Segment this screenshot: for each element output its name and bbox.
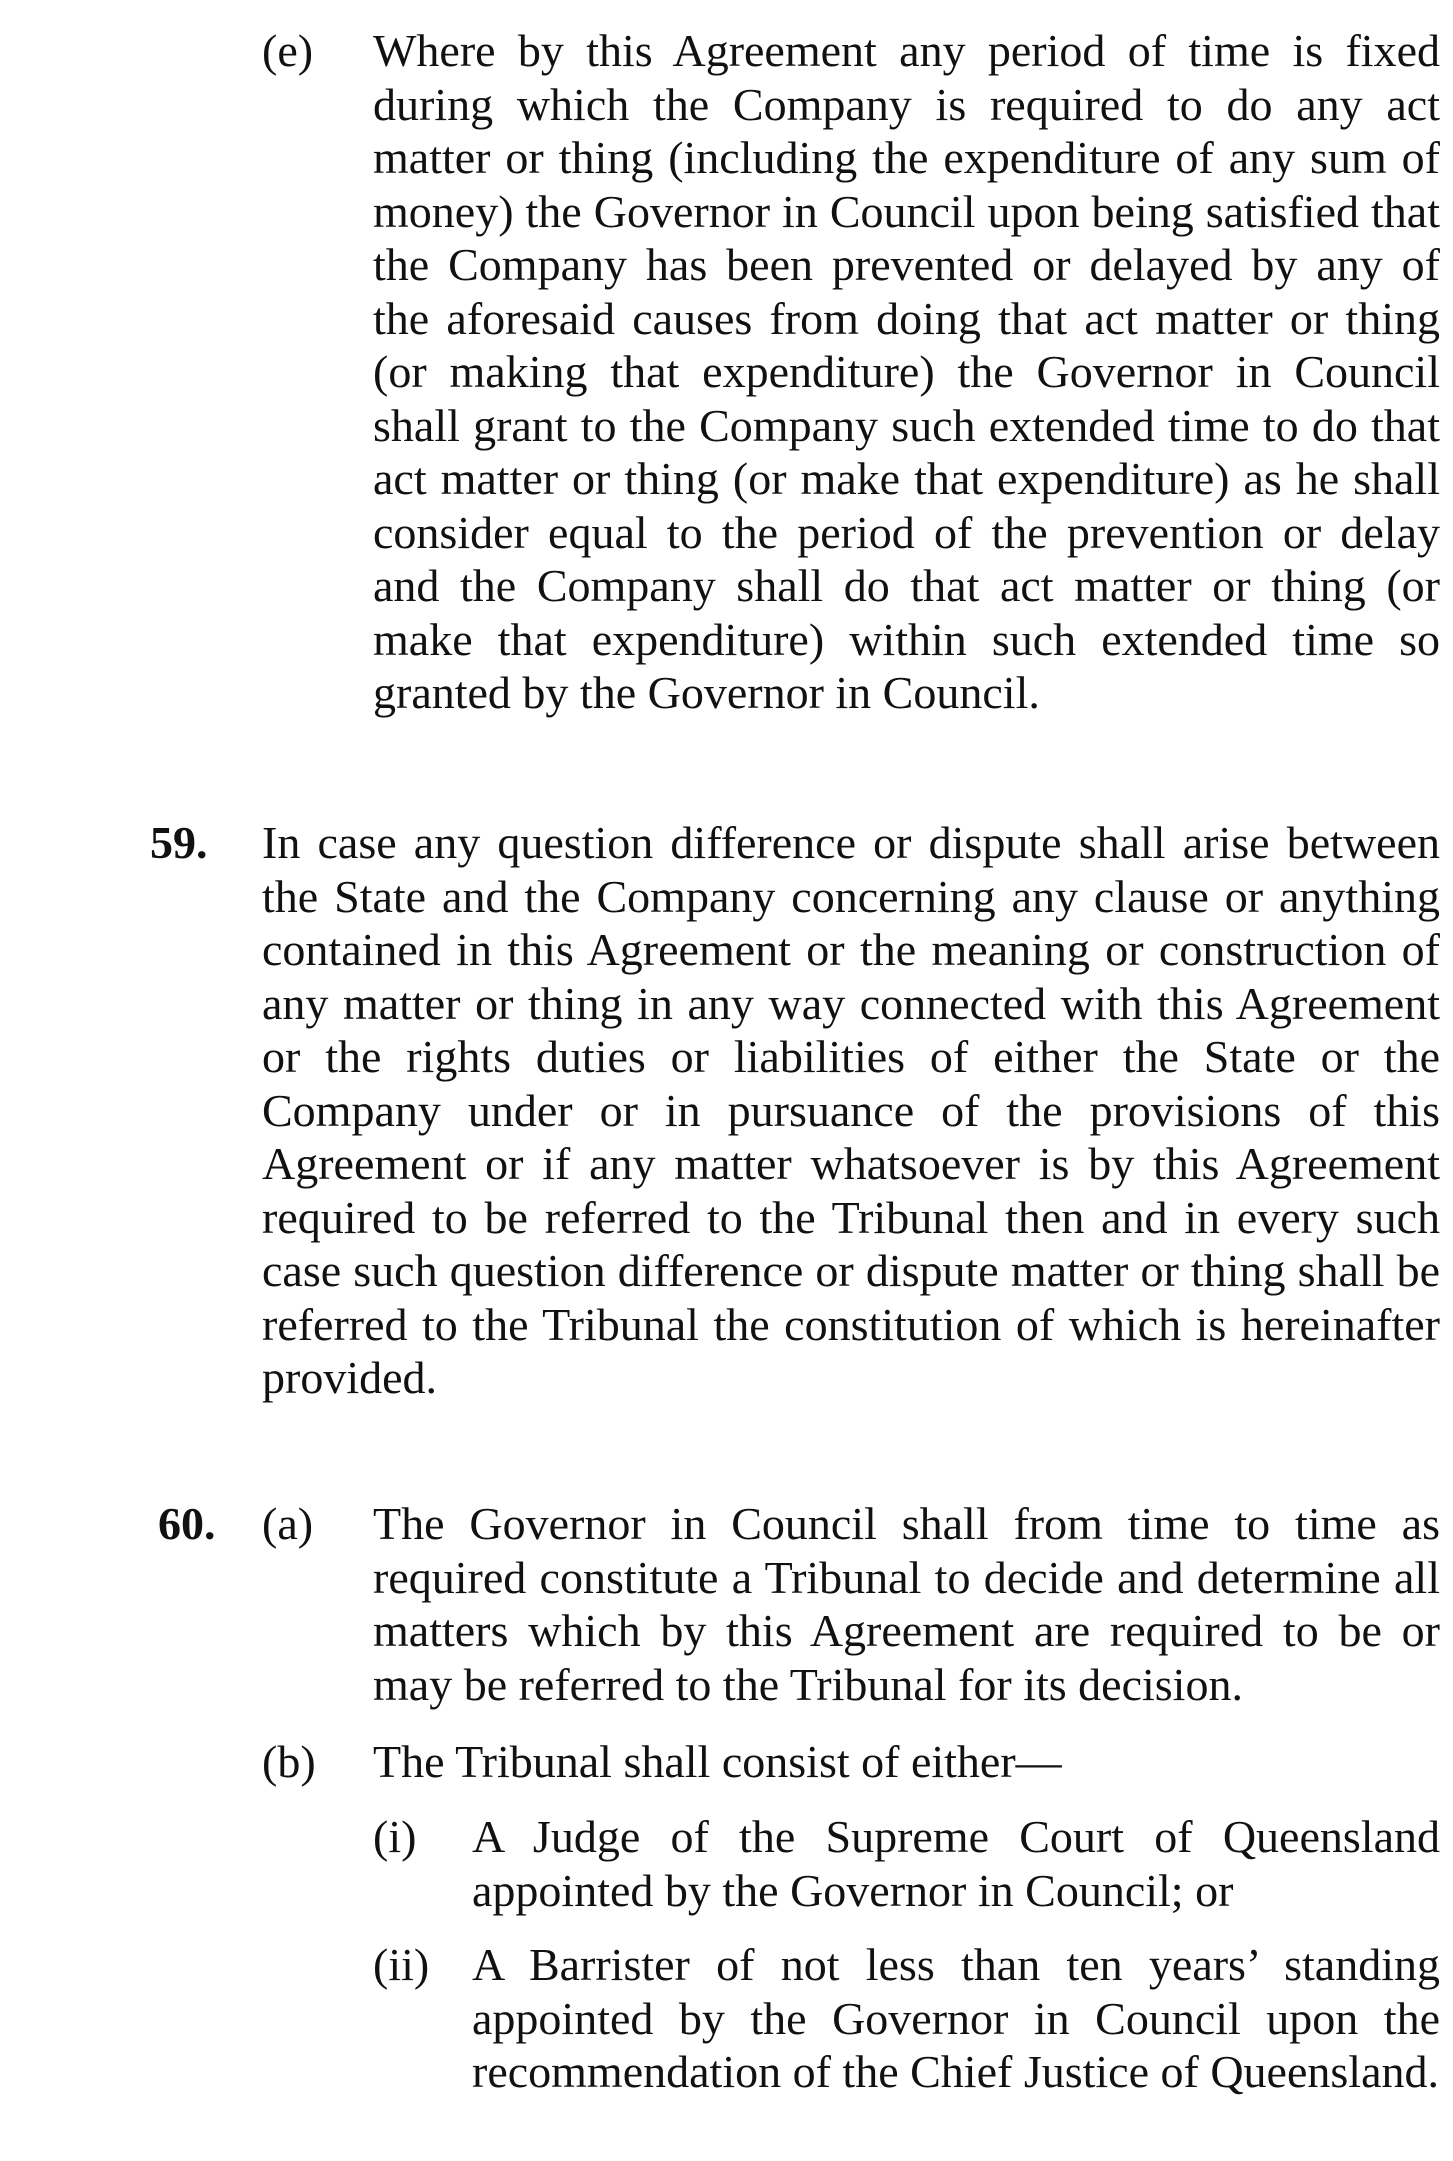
clause-60-a-label: (a) [262, 1498, 314, 1549]
clause-60-b-ii-text: A Barrister of not less than ten years’ standing appointed by the Governor in Council upon the recommendation of the Chief Justice of Queensland. [472, 1939, 1440, 2097]
clause-58-e-text: Where by this Agreement any period of time is fixed during which the Company is required to do any act matter or thing (including the expenditure of any sum of money) the Governor in Council upon being satisfied that the Company has been prevented or delayed by any of the aforesaid causes from doing that act matter or thing (or making that expenditure) the Governor in Council shall grant to the Company such extended time to do that act matter or thing (or make that expenditure) as he shall consider equal to the period of the prevention or delay and the Company shall do that act matter or thing (or make that expenditure) within such extended time so granted by the Governor in Council. [373, 25, 1440, 718]
clause-58-e-label: (e) [262, 25, 314, 76]
clause-59-text: In case any question difference or dispute shall arise between the State and the Company concerning any clause or anything contained in this Agreement or the meaning or construction of any matter or thing in any way connected with this Agreement or the rights duties or liabilities of either the State or the Company under or in pursuance of the provisions of this Agreement or if any matter whatsoever is by this Agreement required to be referred to the Tribunal then and in every such case such question difference or dispute matter or thing shall be referred to the Tribunal the constitution of which is hereinafter provided. [262, 817, 1440, 1403]
clause-60-b-ii-label: (ii) [373, 1939, 430, 1990]
clause-60-number: 60. [158, 1498, 216, 1549]
clause-60-a-text: The Governor in Council shall from time to time as required constitute a Tribunal to decide and determine all matters which by this Agreement are required to be or may be referred to the Tribunal for its decision. [373, 1498, 1440, 1710]
clause-60-b-i-text: A Judge of the Supreme Court of Queensland appointed by the Governor in Council; or [472, 1811, 1440, 1916]
clause-60-b-text: The Tribunal shall consist of either— [373, 1736, 1062, 1787]
clause-60-b-label: (b) [262, 1736, 316, 1787]
clause-60-b-i-label: (i) [373, 1811, 417, 1862]
clause-59-number: 59. [150, 817, 208, 868]
